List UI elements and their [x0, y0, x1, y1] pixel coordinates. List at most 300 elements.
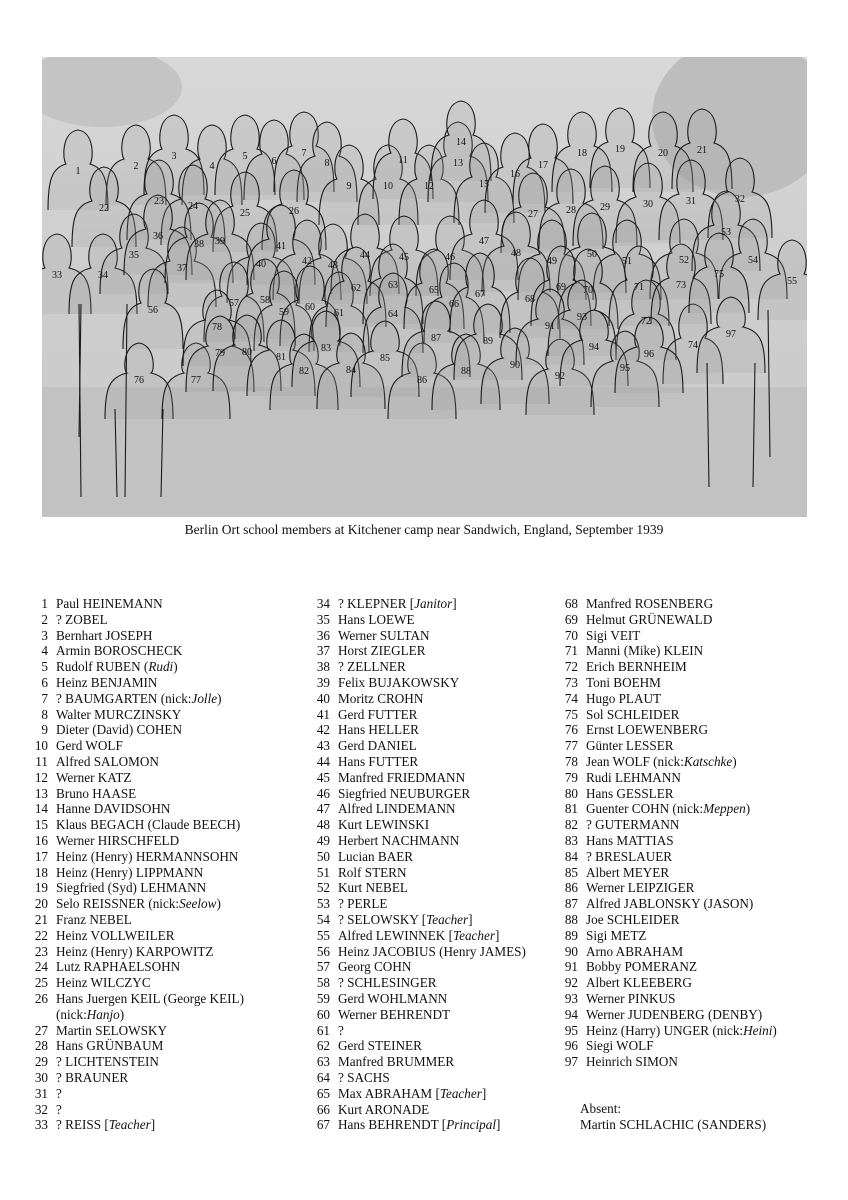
list-item-number: 8 [41, 706, 48, 722]
list-item-number: 37 [316, 643, 330, 659]
list-item-number: 56 [316, 943, 330, 959]
list-item [26, 833, 244, 849]
list-item [308, 865, 526, 881]
list-item [556, 754, 777, 770]
list-item-name: Felix BUJAKOWSKY [338, 674, 460, 690]
person-number-label: 84 [346, 365, 356, 376]
list-item [26, 770, 244, 786]
list-item-number: 3 [41, 627, 48, 643]
list-item [26, 975, 244, 991]
list-item-number: 44 [316, 753, 330, 769]
person-number-label: 89 [483, 336, 493, 347]
list-item-name: ? ZELLNER [338, 659, 406, 675]
list-item [26, 880, 244, 896]
list-item-note: Katschke [683, 753, 733, 769]
person-number-label: 35 [129, 250, 139, 261]
person-number-label: 79 [215, 348, 225, 359]
person-number-label: 77 [191, 375, 201, 386]
list-item-name: Dieter (David) COHEN [56, 722, 182, 738]
person-number-label: 22 [99, 203, 109, 214]
list-item [26, 817, 244, 833]
list-item [308, 801, 526, 817]
names-column-1 [26, 596, 244, 1133]
list-item-close: ) [745, 801, 751, 817]
person-number-label: 14 [456, 137, 466, 148]
person-number-label: 81 [276, 352, 286, 363]
list-item-name: ? [338, 1022, 344, 1038]
list-item-name: Hans Juergen KEIL (George KEIL) [56, 990, 244, 1006]
list-item [556, 770, 777, 786]
list-item-name: Heinz VOLLWEILER [56, 927, 175, 943]
person-number-label: 2 [133, 161, 139, 172]
person-number-label: 78 [212, 322, 222, 333]
list-item-name: Gerd WOLF [56, 738, 123, 754]
list-item-name: Rolf STERN [338, 864, 407, 880]
list-item-name: Hans GRÜNBAUM [56, 1038, 164, 1054]
person-number-label: 18 [577, 148, 587, 159]
person-number-label: 88 [461, 366, 471, 377]
list-item-number: 67 [316, 1117, 330, 1133]
list-item-number: 91 [564, 959, 578, 975]
list-item [556, 975, 777, 991]
list-item-name: Manfred BRUMMER [338, 1054, 455, 1070]
person-number-label: 30 [643, 199, 653, 210]
list-item-close: ] [468, 911, 473, 927]
list-item-name: Günter LESSER [586, 738, 674, 754]
list-item [26, 1054, 244, 1070]
list-item-number: 4 [41, 643, 48, 659]
list-item-number: 66 [316, 1101, 330, 1117]
list-item-name: Werner BEHRENDT [338, 1006, 451, 1022]
person-number-label: 46 [445, 252, 455, 263]
list-item-name: Hans HELLER [338, 722, 419, 738]
list-item-number: 40 [316, 690, 330, 706]
list-item-number: 35 [316, 611, 330, 627]
list-item [556, 959, 777, 975]
list-item-name: Alfred JABLONSKY (JASON) [586, 896, 754, 912]
list-item-name: Sol SCHLEIDER [586, 706, 680, 722]
list-item [556, 738, 777, 754]
list-item-note: Janitor [414, 596, 453, 611]
list-item-number: 39 [316, 674, 330, 690]
photo-caption: Berlin Ort school members at Kitchener camp near Sandwich, England, September 1939 [184, 522, 664, 537]
list-item-number: 85 [564, 864, 578, 880]
list-item-name: Erich BERNHEIM [586, 659, 687, 675]
person-number-label: 97 [726, 329, 736, 340]
person-number-label: 80 [242, 347, 252, 358]
list-item-name: Toni BOEHM [586, 674, 661, 690]
list-item [26, 1038, 244, 1054]
list-item-number: 28 [34, 1038, 48, 1054]
list-item-close: ) [217, 690, 222, 706]
person-number-label: 44 [360, 250, 370, 261]
list-item-name: Georg COHN [338, 959, 412, 975]
list-item-number: 55 [316, 927, 330, 943]
list-item-number: 46 [316, 785, 330, 801]
list-item-note: Teacher [108, 1117, 151, 1133]
group-photo [42, 57, 807, 517]
person-number-label: 73 [676, 280, 686, 291]
list-item [26, 786, 244, 802]
list-item-number: 38 [316, 659, 330, 675]
person-number-label: 62 [351, 283, 361, 294]
list-item-number: 83 [564, 832, 578, 848]
list-item [26, 1102, 244, 1118]
list-item-number: 53 [316, 896, 330, 912]
list-item-name: Helmut GRÜNEWALD [586, 611, 713, 627]
list-item [308, 1117, 526, 1133]
list-item-close: ] [496, 1117, 501, 1133]
person-number-label: 47 [479, 236, 489, 247]
list-item [26, 1070, 244, 1086]
list-item-number: 68 [564, 596, 578, 611]
list-item-number: 29 [34, 1054, 48, 1070]
list-item-number: 86 [564, 880, 578, 896]
list-item [556, 628, 777, 644]
list-item-name: Heinz (Harry) UNGER (nick: [586, 1022, 744, 1038]
list-item-name: Werner JUDENBERG (DENBY) [586, 1006, 763, 1022]
list-item [26, 754, 244, 770]
list-item [308, 596, 526, 612]
list-item [556, 896, 777, 912]
list-item [308, 928, 526, 944]
list-item-number: 42 [316, 722, 330, 738]
list-item-name: Werner LEIPZIGER [586, 880, 695, 896]
list-item-number: 18 [34, 864, 48, 880]
person-number-label: 6 [271, 156, 277, 167]
person-number-label: 34 [98, 270, 108, 281]
person-number-label: 57 [229, 298, 239, 309]
person-number-label: 75 [714, 269, 724, 280]
list-item-number: 17 [34, 848, 48, 864]
person-number-label: 61 [334, 308, 344, 319]
person-number-label: 63 [388, 280, 398, 291]
list-item-number: 75 [564, 706, 578, 722]
list-item-name: Lutz RAPHAELSOHN [56, 959, 181, 975]
list-item-number: 74 [564, 690, 578, 706]
list-item [556, 833, 777, 849]
list-item [26, 675, 244, 691]
list-item-name: Franz NEBEL [56, 911, 132, 927]
list-item-name: Gerd STEINER [338, 1038, 422, 1054]
list-item-name: Hans MATTIAS [586, 832, 674, 848]
tree-foliage [42, 57, 182, 127]
list-item-name: Heinz (Henry) KARPOWITZ [56, 943, 214, 959]
list-item-name: ? ZOBEL [56, 611, 108, 627]
list-item-name: Werner SULTAN [338, 627, 430, 643]
list-item-name: Werner HIRSCHFELD [56, 832, 180, 848]
list-item [26, 944, 244, 960]
list-item-number: 14 [34, 801, 48, 817]
person-number-label: 48 [511, 248, 521, 259]
list-item-close: ) [119, 1006, 125, 1022]
person-number-label: 90 [510, 360, 520, 371]
list-item-number: 82 [564, 817, 578, 833]
list-item-name: Ernst LOEWENBERG [586, 722, 708, 738]
person-number-label: 38 [194, 239, 204, 250]
list-item-name: Gerd DANIEL [338, 738, 417, 754]
list-item-number: 7 [41, 690, 48, 706]
person-number-label: 28 [566, 205, 576, 216]
list-item [26, 801, 244, 817]
list-item-note: Seelow [179, 896, 217, 912]
list-item-number: 41 [316, 706, 330, 722]
list-item-name: ? GUTERMANN [586, 817, 680, 833]
list-item [308, 1023, 526, 1039]
list-item-note: Hanjo [86, 1006, 120, 1022]
list-item [308, 833, 526, 849]
list-item-number: 21 [34, 911, 48, 927]
list-item [556, 849, 777, 865]
list-item-name: Horst ZIEGLER [338, 643, 426, 659]
list-item [26, 991, 244, 1007]
person-number-label: 74 [688, 340, 698, 351]
photo-outline-drawing [42, 57, 807, 517]
list-item [26, 896, 244, 912]
list-item [308, 896, 526, 912]
person-number-label: 27 [528, 209, 538, 220]
person-number-label: 21 [697, 145, 707, 156]
list-item [308, 1086, 526, 1102]
list-item-name: Kurt ARONADE [338, 1101, 430, 1117]
list-item-number: 94 [564, 1006, 578, 1022]
list-item-name: ? SACHS [338, 1069, 390, 1085]
person-number-label: 69 [556, 282, 566, 293]
list-item [308, 643, 526, 659]
list-item-number: 80 [564, 785, 578, 801]
person-number-label: 64 [388, 309, 398, 320]
list-item [308, 707, 526, 723]
list-item [26, 738, 244, 754]
list-item [556, 817, 777, 833]
list-item [556, 643, 777, 659]
list-item-number: 76 [564, 722, 578, 738]
list-item-number: 88 [564, 911, 578, 927]
list-item-name: Martin SELOWSKY [56, 1022, 167, 1038]
list-item [556, 786, 777, 802]
list-item [26, 1023, 244, 1039]
list-item [556, 865, 777, 881]
list-item-number: 95 [564, 1022, 578, 1038]
list-item-name: Werner KATZ [56, 769, 132, 785]
list-item [26, 707, 244, 723]
list-item-name: Bruno HAASE [56, 785, 137, 801]
person-number-label: 70 [583, 285, 593, 296]
names-column-2 [308, 596, 526, 1133]
list-item-name: Heinrich SIMON [586, 1054, 678, 1070]
person-number-label: 49 [547, 256, 557, 267]
list-item-number: 51 [316, 864, 330, 880]
list-item-name: Heinz (Henry) HERMANNSOHN [56, 848, 239, 864]
list-item-name: ? BAUMGARTEN (nick: [56, 690, 192, 706]
list-item-name: Alfred SALOMON [56, 753, 159, 769]
person-number-label: 12 [424, 181, 434, 192]
list-item-number: 79 [564, 769, 578, 785]
list-item-name: Selo REISSNER (nick: [56, 896, 180, 912]
person-number-label: 32 [735, 194, 745, 205]
person-number-label: 40 [256, 259, 266, 270]
list-item-name: Hans LOEWE [338, 611, 415, 627]
person-number-label: 11 [398, 155, 408, 166]
list-item [26, 1086, 244, 1102]
person-number-label: 83 [321, 343, 331, 354]
list-item-number: 69 [564, 611, 578, 627]
person-number-label: 66 [449, 299, 459, 310]
list-item-number: 92 [564, 975, 578, 991]
list-item-name: Bobby POMERANZ [586, 959, 698, 975]
list-item [308, 880, 526, 896]
list-item [556, 1038, 777, 1054]
list-item-number: 10 [34, 738, 48, 754]
list-item-close: ) [173, 659, 178, 675]
person-number-label: 95 [620, 363, 630, 374]
list-item-number: 36 [316, 627, 330, 643]
person-number-label: 91 [545, 321, 555, 332]
person-number-label: 96 [644, 349, 654, 360]
list-item [308, 612, 526, 628]
list-item [308, 770, 526, 786]
list-item-name: Rudi LEHMANN [586, 769, 681, 785]
list-item-name: Armin BOROSCHECK [56, 643, 183, 659]
list-item-number: 33 [34, 1117, 48, 1133]
list-item-name: Manfred ROSENBERG [586, 596, 714, 611]
person-number-label: 17 [538, 160, 548, 171]
list-item-name: Heinz WILCZYC [56, 975, 151, 991]
list-item-number: 34 [316, 596, 330, 611]
person-number-label: 15 [479, 179, 489, 190]
list-item [556, 707, 777, 723]
list-item [26, 628, 244, 644]
person-number-label: 45 [399, 252, 409, 263]
list-item [308, 722, 526, 738]
person-number-label: 82 [299, 366, 309, 377]
person-number-label: 94 [589, 342, 599, 353]
list-item-number: 93 [564, 990, 578, 1006]
list-item [556, 659, 777, 675]
list-item [308, 1038, 526, 1054]
person-number-label: 67 [475, 289, 485, 300]
list-item [26, 612, 244, 628]
list-item-name: Albert KLEEBERG [586, 975, 692, 991]
person-number-label: 37 [177, 263, 187, 274]
list-item-name: Kurt NEBEL [338, 880, 408, 896]
list-item-name: Heinz JACOBIUS (Henry JAMES) [338, 943, 526, 959]
list-item-name: Guenter COHN (nick: [586, 801, 704, 817]
person-number-label: 58 [260, 295, 270, 306]
list-item-name: ? [56, 1101, 62, 1117]
list-item-close: ] [495, 927, 500, 943]
list-item-number: 72 [564, 659, 578, 675]
list-item-close: ] [150, 1117, 156, 1133]
list-item-name: ? LICHTENSTEIN [56, 1054, 159, 1070]
person-number-label: 85 [380, 353, 390, 364]
list-item-name: Klaus BEGACH (Claude BEECH) [56, 817, 241, 833]
list-item [556, 801, 777, 817]
person-number-label: 52 [679, 255, 689, 266]
list-item-number: 73 [564, 674, 578, 690]
list-item-name: Joe SCHLEIDER [586, 911, 680, 927]
list-item-name: Bernhart JOSEPH [56, 627, 153, 643]
list-item-name: Alfred LINDEMANN [338, 801, 456, 817]
list-item-number: 89 [564, 927, 578, 943]
list-item [556, 1007, 777, 1023]
person-number-label: 60 [305, 302, 315, 313]
person-number-label: 10 [383, 181, 393, 192]
list-item-name: Hugo PLAUT [586, 690, 662, 706]
list-item [26, 1007, 244, 1023]
list-item-note: Rudi [148, 659, 174, 675]
list-item-number: 62 [316, 1038, 330, 1054]
list-item-number: 23 [34, 943, 48, 959]
person-number-label: 24 [188, 201, 198, 212]
list-item-name: Alfred LEWINNEK [ [338, 927, 453, 943]
person-number-label: 33 [52, 270, 62, 281]
list-item-number: 65 [316, 1085, 330, 1101]
list-item-number: 30 [34, 1069, 48, 1085]
list-item [556, 928, 777, 944]
list-item-note: Teacher [426, 911, 469, 927]
list-item-note: Teacher [452, 927, 495, 943]
person-number-label: 13 [453, 158, 463, 169]
list-item-name: Herbert NACHMANN [338, 832, 460, 848]
person-number-label: 42 [302, 256, 312, 267]
list-item-name: Sigi METZ [586, 927, 647, 943]
list-item-number: 59 [316, 990, 330, 1006]
list-item [308, 912, 526, 928]
person-number-label: 76 [134, 375, 144, 386]
list-item-number: 2 [41, 611, 48, 627]
list-item-number: 16 [34, 832, 48, 848]
list-item [308, 675, 526, 691]
list-item-name: Max ABRAHAM [ [338, 1085, 440, 1101]
person-number-label: 26 [289, 206, 299, 217]
list-item-number: 77 [564, 738, 578, 754]
list-item [308, 628, 526, 644]
list-item-name: Heinz BENJAMIN [56, 674, 158, 690]
list-item [308, 817, 526, 833]
list-item-name: Gerd WOHLMANN [338, 990, 448, 1006]
list-item-name: ? SCHLESINGER [338, 975, 437, 991]
list-item-name: ? [56, 1085, 62, 1101]
list-item-number: 32 [34, 1101, 48, 1117]
list-item-number: 84 [564, 848, 578, 864]
list-item-name: ? REISS [ [56, 1117, 109, 1133]
list-item-number: 87 [564, 896, 578, 912]
person-number-label: 41 [276, 241, 286, 252]
list-item-name: ? SELOWSKY [ [338, 911, 427, 927]
person-number-label: 9 [346, 181, 352, 192]
person-number-label: 65 [429, 285, 439, 296]
person-number-label: 20 [658, 148, 668, 159]
person-number-label: 1 [75, 166, 81, 177]
list-item-number: 9 [41, 722, 48, 738]
list-item [556, 1054, 777, 1070]
list-item [26, 865, 244, 881]
person-number-label: 36 [153, 231, 163, 242]
list-item-close: ) [772, 1022, 777, 1038]
person-number-label: 55 [787, 276, 797, 287]
list-item [308, 738, 526, 754]
list-item [308, 1054, 526, 1070]
person-number-label: 72 [641, 316, 651, 327]
list-item-name: Lucian BAER [338, 848, 414, 864]
person-number-label: 51 [622, 256, 632, 267]
person-number-label: 68 [525, 294, 535, 305]
person-number-label: 54 [748, 255, 758, 266]
list-item-number: 5 [41, 659, 48, 675]
list-item [556, 1023, 777, 1039]
list-item-name: Albert MEYER [586, 864, 670, 880]
